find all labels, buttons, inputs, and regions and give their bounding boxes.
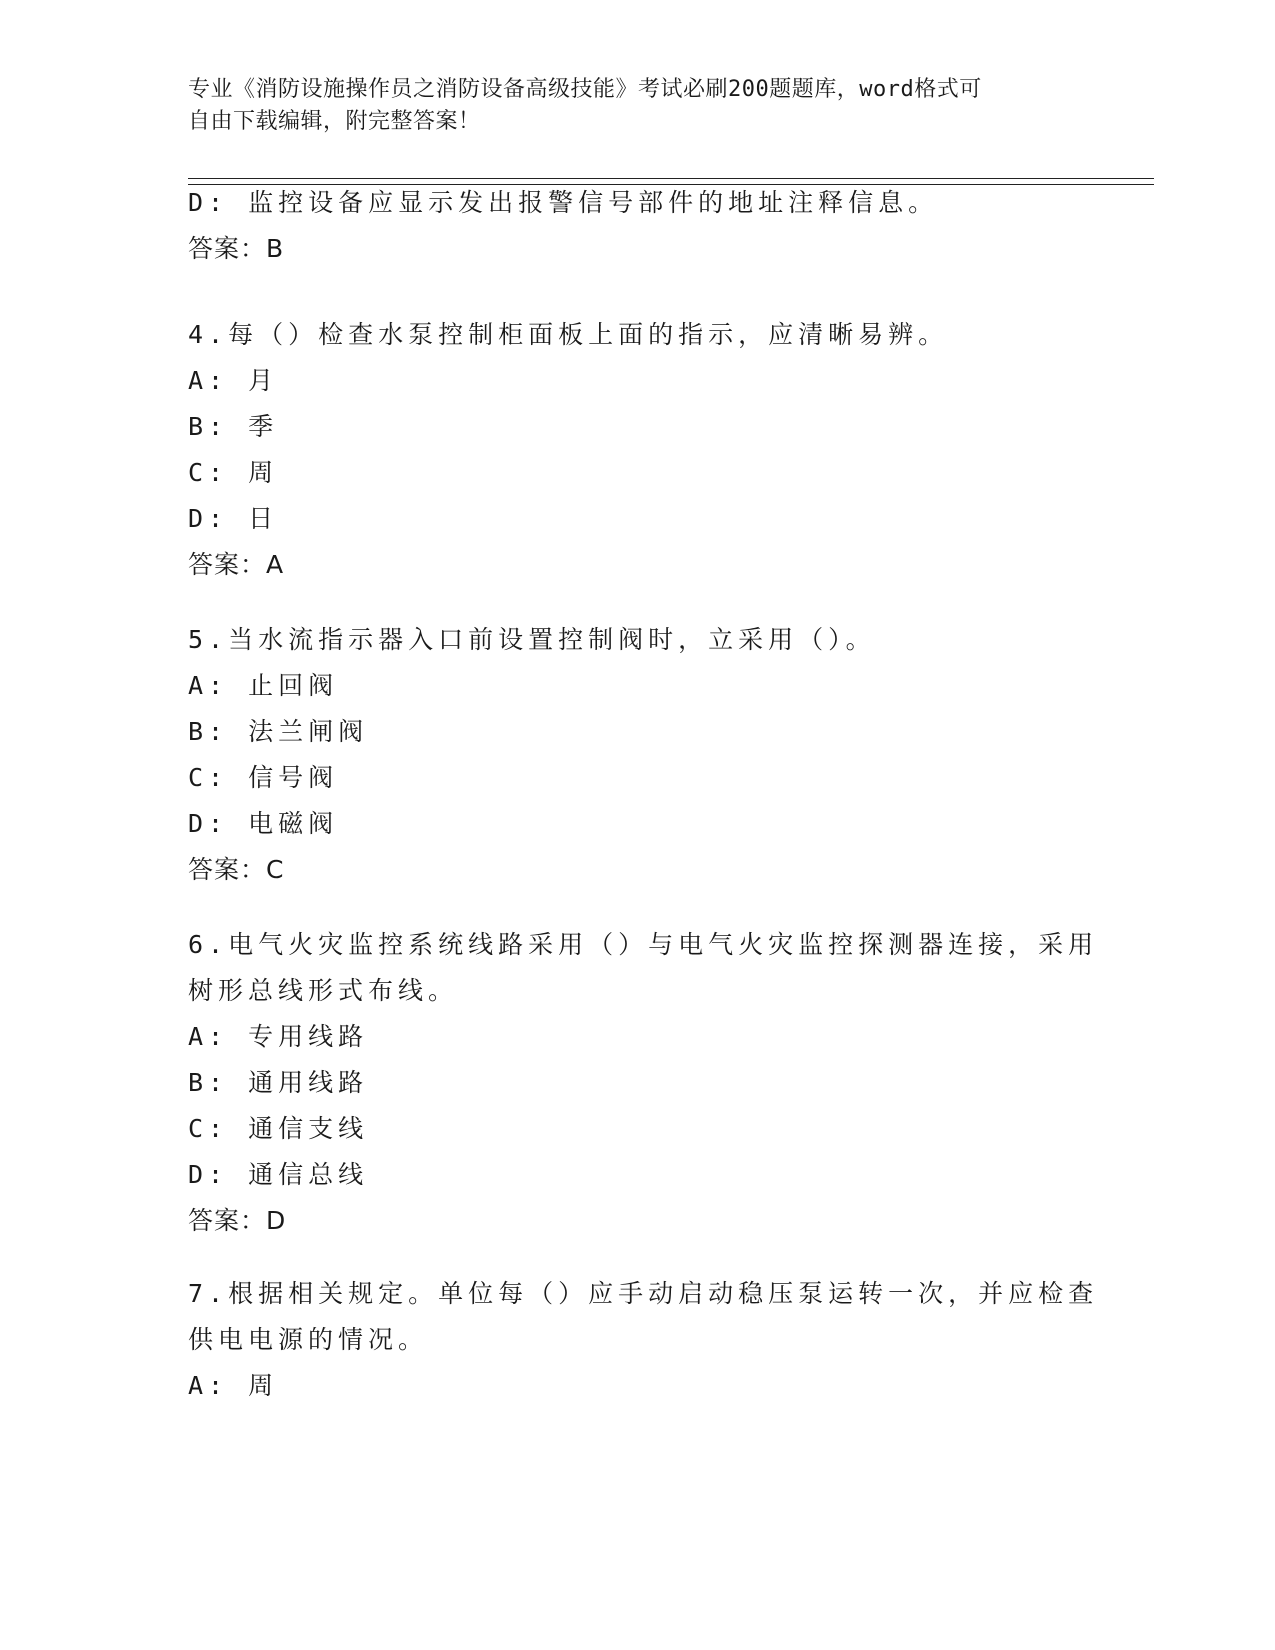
option-a: A: 周 — [188, 1371, 279, 1400]
option-b: B: 季 — [188, 412, 279, 441]
header-line-1: 专业《消防设施操作员之消防设备高级技能》考试必刷200题题库，word格式可 — [188, 77, 982, 102]
question-stem-line-2: 树形总线形式布线。 — [188, 976, 459, 1005]
option-a: A: 月 — [188, 366, 279, 395]
option-b: B: 法兰闸阀 — [188, 717, 369, 746]
option-d: D: 通信总线 — [188, 1160, 369, 1189]
question-stem-line-1: 6.电气火灾监控系统线路采用（）与电气火灾监控探测器连接，采用 — [188, 930, 1099, 959]
question-7 — [188, 1277, 1099, 1415]
header-rule-bottom — [188, 184, 1154, 185]
question-4 — [188, 318, 1068, 594]
header-rule-top — [188, 178, 1154, 179]
answer: 答案：D — [188, 1206, 287, 1235]
answer: 答案：C — [188, 855, 285, 884]
document-header — [188, 74, 1068, 138]
option-c: C: 周 — [188, 458, 279, 487]
question-6 — [188, 928, 1099, 1250]
option-d: D: 电磁阀 — [188, 809, 339, 838]
question-stem-line-2: 供电电源的情况。 — [188, 1325, 429, 1354]
question-stem: 4.每（）检查水泵控制柜面板上面的指示，应清晰易辨。 — [188, 320, 949, 349]
option-d: D: 日 — [188, 504, 279, 533]
answer: 答案：A — [188, 550, 285, 579]
question-stem: 5.当水流指示器入口前设置控制阀时，立采用（）。 — [188, 625, 876, 654]
option-c: C: 信号阀 — [188, 763, 339, 792]
question-5 — [188, 623, 1068, 899]
question-3-continuation — [188, 186, 1068, 278]
option-c: C: 通信支线 — [188, 1114, 369, 1143]
option-d: D: 监控设备应显示发出报警信号部件的地址注释信息。 — [188, 188, 939, 217]
question-stem-line-1: 7.根据相关规定。单位每（）应手动启动稳压泵运转一次，并应检查 — [188, 1279, 1099, 1308]
answer: 答案：B — [188, 234, 285, 263]
option-a: A: 专用线路 — [188, 1022, 369, 1051]
option-a: A: 止回阀 — [188, 671, 339, 700]
header-line-2: 自由下载编辑，附完整答案！ — [188, 109, 481, 134]
option-b: B: 通用线路 — [188, 1068, 369, 1097]
